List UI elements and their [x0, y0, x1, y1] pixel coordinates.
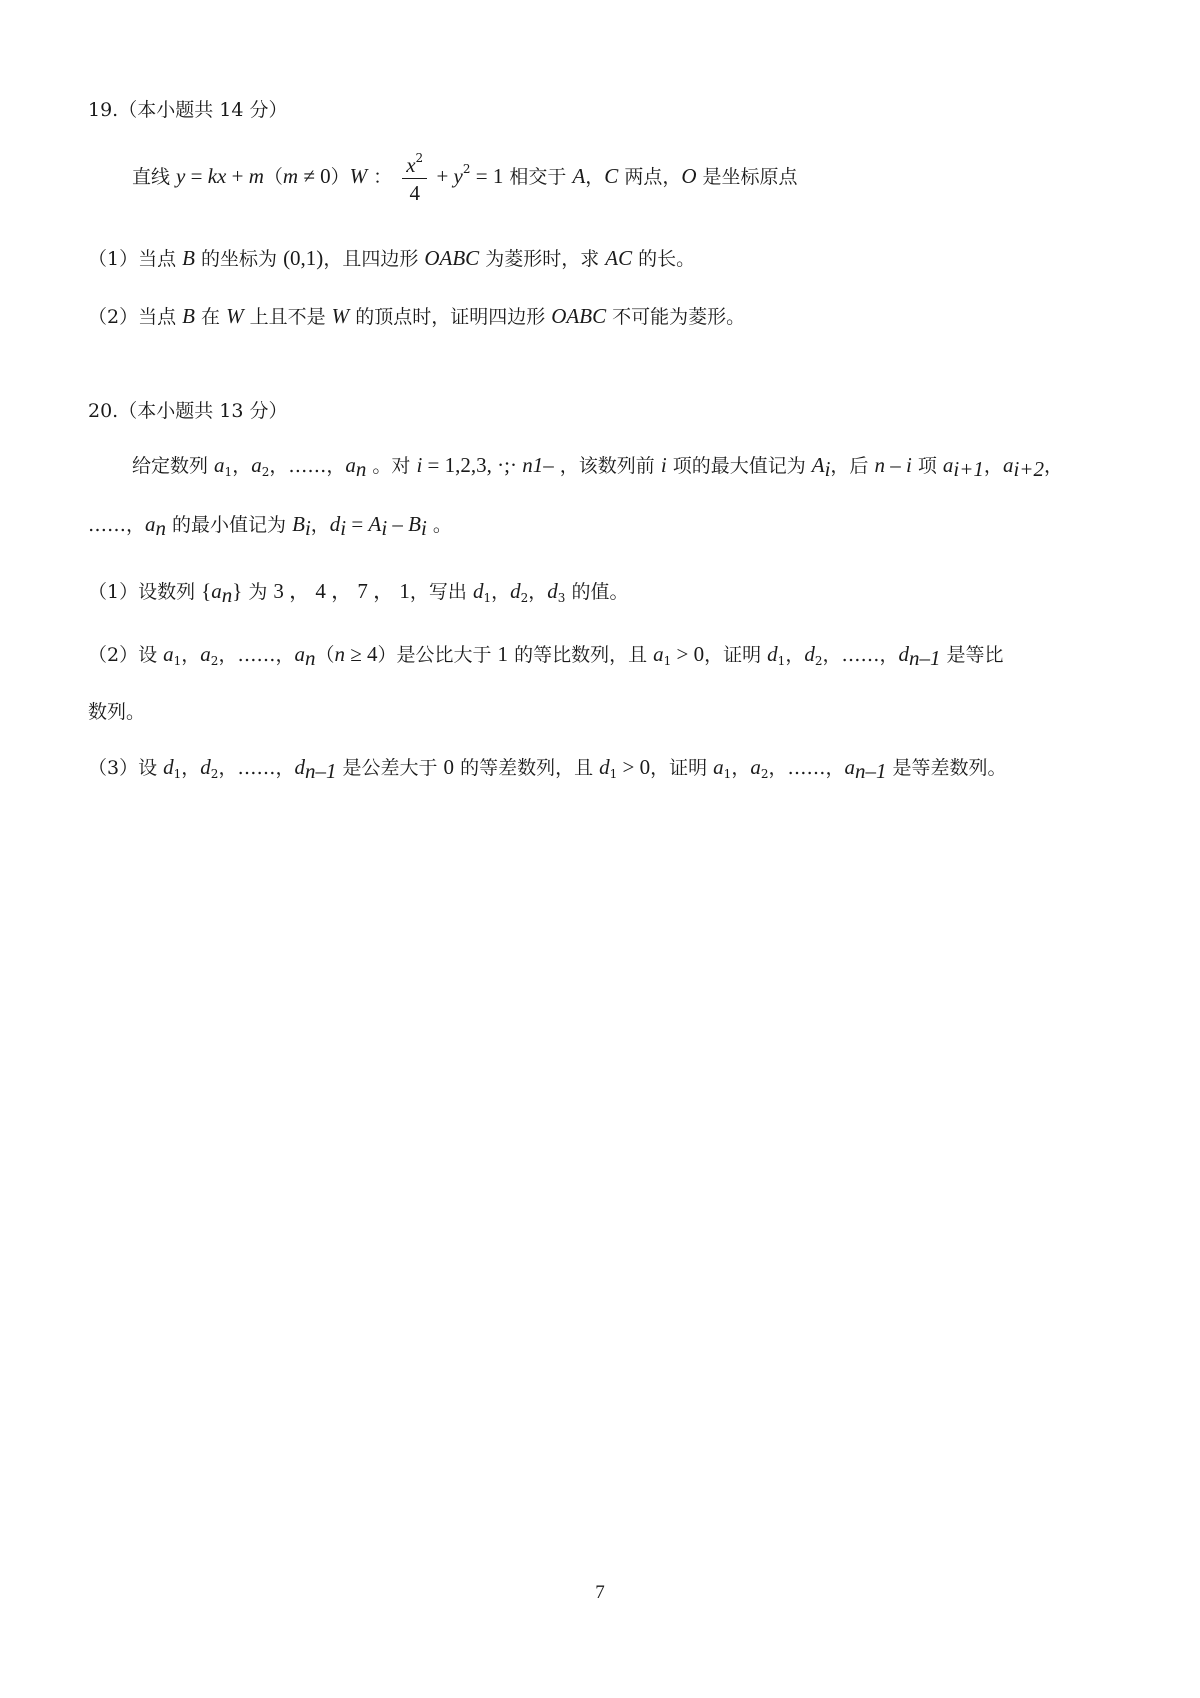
q19-header: 19.（本小题共 14 分）: [88, 99, 288, 121]
q20-part1: （1）设数列 $\{a_n\}$ 为 3 ， 4 ， 7 ， 1，写出 $d_1$，$d_2$，$d_3$ 的值。: [88, 579, 629, 607]
q19-intro: 直线 y = kx + m（m ≠ 0）W ： $\frac{x^2}{4}$ + $y^2 = 1$ 相交于 A，C 两点，O 是坐标原点: [132, 151, 798, 205]
q20-intro-line1: 给定数列 $a_1$，$a_2$，……，$a_n$ 。对 i = 1,2,3, ·;· n1– ，该数列前 i 项的最大值记为 $A_i$，后 n – i 项 $a_{i+1}$，$a_{i+2}$，: [132, 453, 1063, 481]
q20-part2-continuation: 数列。: [88, 701, 146, 723]
q19-part1: （1）当点 B 的坐标为 (0,1)，且四边形 OABC 为菱形时，求 AC 的长。: [88, 246, 696, 270]
q20-intro-line2: ……，$a_n$ 的最小值记为 $B_i$，$d_i = A_i - B_i$ 。: [88, 512, 452, 540]
q19-part2: （2）当点 B 在 W 上且不是 W 的顶点时，证明四边形 OABC 不可能为菱形。: [88, 304, 746, 328]
ellipse-fraction: $\frac{x^2}{4}$: [402, 152, 427, 204]
page-number: 7: [595, 1582, 605, 1603]
q20-part2: （2）设 $a_1$，$a_2$，……，$a_n(n \ge 4)$是公比大于 1 的等比数列，且 $a_1 > 0$，证明 $d_1$，$d_2$，……，$d_{n-1}$ 是等比: [88, 642, 1004, 670]
q20-part3: （3）设 $d_1$，$d_2$，……，$d_{n-1}$ 是公差大于 0 的等差数列，且 $d_1 > 0$，证明 $a_1$，$a_2$，……，$a_{n-1}$ 是等差数列。: [88, 755, 1007, 783]
q20-header: 20.（本小题共 13 分）: [88, 400, 288, 422]
